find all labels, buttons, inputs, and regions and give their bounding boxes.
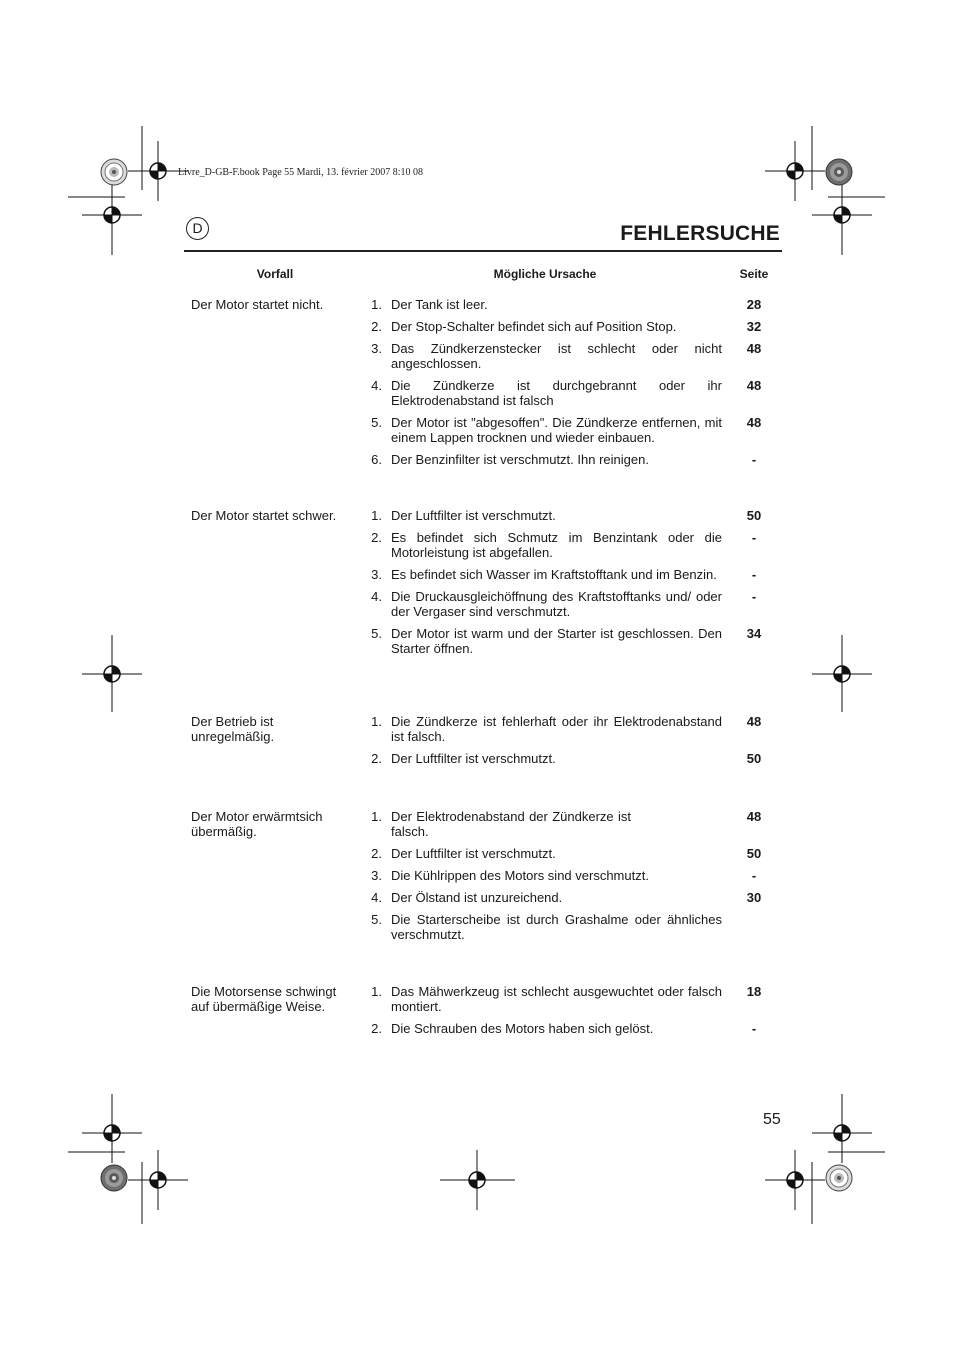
- page-reference: -: [751, 1021, 757, 1036]
- page-reference: 28: [746, 297, 762, 312]
- page-reference: 32: [746, 319, 762, 334]
- cause-text: Der Ölstand ist unzureichend.: [391, 890, 563, 905]
- cause-list: [366, 508, 781, 663]
- cause-text: Die Schrauben des Motors haben sich gelöst.: [391, 1021, 654, 1036]
- cause-number: 2.: [371, 319, 382, 334]
- page-reference: 50: [746, 846, 762, 861]
- page-reference: 48: [746, 341, 762, 356]
- page-reference: 48: [746, 415, 762, 430]
- symptom: Der Motor startet nicht.: [191, 297, 324, 312]
- cause-item: [366, 341, 781, 371]
- page-reference: -: [751, 452, 757, 467]
- cause-number: 6.: [371, 452, 382, 467]
- cause-text: Die Starterscheibe ist durch Grashalme oder ähnliches verschmutzt.: [391, 912, 722, 942]
- cause-item: [366, 508, 781, 523]
- cause-text: Die Druckausgleichöffnung des Kraftstofftanks und/ oder der Vergaser sind verschmutzt.: [391, 589, 722, 619]
- cause-item: [366, 378, 781, 408]
- cause-text: Der Elektrodenabstand der Zündkerze ist falsch.: [391, 809, 631, 839]
- cause-text: Der Motor ist "abgesoffen". Die Zündkerze entfernen, mit einem Lappen trocknen und wieder einbauen.: [391, 415, 722, 445]
- title-rule: [184, 250, 782, 252]
- cause-item: [366, 567, 781, 582]
- cause-item: [366, 452, 781, 467]
- cause-number: 1.: [371, 984, 382, 999]
- cause-item: [366, 319, 781, 334]
- page-reference: -: [751, 530, 757, 545]
- cause-text: Es befindet sich Schmutz im Benzintank oder die Motorleistung ist abgefallen.: [391, 530, 722, 560]
- file-info: Livre_D-GB-F.book Page 55 Mardi, 13. février 2007 8:10 08: [178, 167, 423, 178]
- cause-number: 2.: [371, 751, 382, 766]
- cause-item: [366, 1021, 781, 1036]
- cause-item: [366, 589, 781, 619]
- column-header-seite: Seite: [739, 267, 769, 281]
- cause-text: Das Mähwerkzeug ist schlecht ausgewuchtet oder falsch montiert.: [391, 984, 722, 1014]
- page-reference: 18: [746, 984, 762, 999]
- cause-number: 5.: [371, 912, 382, 927]
- page-reference: -: [751, 589, 757, 604]
- cause-number: 1.: [371, 809, 382, 824]
- cause-text: Es befindet sich Wasser im Kraftstofftank und im Benzin.: [391, 567, 717, 582]
- cause-text: Der Benzinfilter ist verschmutzt. Ihn reinigen.: [391, 452, 649, 467]
- cause-number: 5.: [371, 415, 382, 430]
- cause-text: Die Zündkerze ist fehlerhaft oder ihr Elektrodenabstand ist falsch.: [391, 714, 722, 744]
- cause-text: Der Tank ist leer.: [391, 297, 488, 312]
- cause-text: Der Motor ist warm und der Starter ist geschlossen. Den Starter öffnen.: [391, 626, 722, 656]
- cause-item: [366, 297, 781, 312]
- cause-item: [366, 809, 781, 839]
- cause-list: [366, 297, 781, 474]
- cause-number: 4.: [371, 589, 382, 604]
- cause-number: 2.: [371, 530, 382, 545]
- symptom: Der Betrieb ist unregelmäßig.: [191, 714, 275, 744]
- cause-number: 1.: [371, 714, 382, 729]
- page-reference: -: [751, 868, 757, 883]
- cause-text: Der Luftfilter ist verschmutzt.: [391, 508, 556, 523]
- cause-text: Die Zündkerze ist durchgebrannt oder ihr Elektrodenabstand ist falsch: [391, 378, 722, 408]
- page-title: FEHLERSUCHE: [620, 222, 780, 245]
- cause-number: 2.: [371, 846, 382, 861]
- column-header-ursache: Mögliche Ursache: [493, 267, 597, 281]
- cause-number: 3.: [371, 341, 382, 356]
- cause-number: 3.: [371, 868, 382, 883]
- cause-item: [366, 530, 781, 560]
- page-number: 55: [763, 1111, 781, 1128]
- cause-number: 5.: [371, 626, 382, 641]
- symptom: Die Motorsense schwingt auf übermäßige Weise.: [191, 984, 337, 1014]
- page-reference: 50: [746, 751, 762, 766]
- cause-number: 3.: [371, 567, 382, 582]
- cause-text: Die Kühlrippen des Motors sind verschmutzt.: [391, 868, 649, 883]
- cause-number: 1.: [371, 297, 382, 312]
- page-reference: 48: [746, 809, 762, 824]
- column-header-vorfall: Vorfall: [256, 267, 294, 281]
- cause-item: [366, 626, 781, 656]
- cause-item: [366, 868, 781, 883]
- cause-item: [366, 714, 781, 744]
- page-reference: 34: [746, 626, 762, 641]
- cause-item: [366, 751, 781, 766]
- page-reference: 50: [746, 508, 762, 523]
- page-reference: -: [751, 567, 757, 582]
- cause-item: [366, 415, 781, 445]
- cause-number: 2.: [371, 1021, 382, 1036]
- cause-text: Der Luftfilter ist verschmutzt.: [391, 751, 556, 766]
- page-reference: 48: [746, 378, 762, 393]
- cause-list: [366, 809, 781, 949]
- cause-item: [366, 984, 781, 1014]
- cause-item: [366, 846, 781, 861]
- cause-number: 1.: [371, 508, 382, 523]
- symptom: Der Motor startet schwer.: [191, 508, 337, 523]
- cause-list: [366, 714, 781, 773]
- cause-text: Das Zündkerzenstecker ist schlecht oder nicht angeschlossen.: [391, 341, 722, 371]
- cause-text: Der Luftfilter ist verschmutzt.: [391, 846, 556, 861]
- cause-item: [366, 890, 781, 905]
- symptom: Der Motor erwärmtsich übermäßig.: [191, 809, 323, 839]
- cause-text: Der Stop-Schalter befindet sich auf Position Stop.: [391, 319, 677, 334]
- language-badge: D: [186, 217, 209, 240]
- cause-list: [366, 984, 781, 1043]
- cause-number: 4.: [371, 378, 382, 393]
- cause-number: 4.: [371, 890, 382, 905]
- page-reference: 30: [746, 890, 762, 905]
- page-reference: 48: [746, 714, 762, 729]
- cause-item: [366, 912, 781, 942]
